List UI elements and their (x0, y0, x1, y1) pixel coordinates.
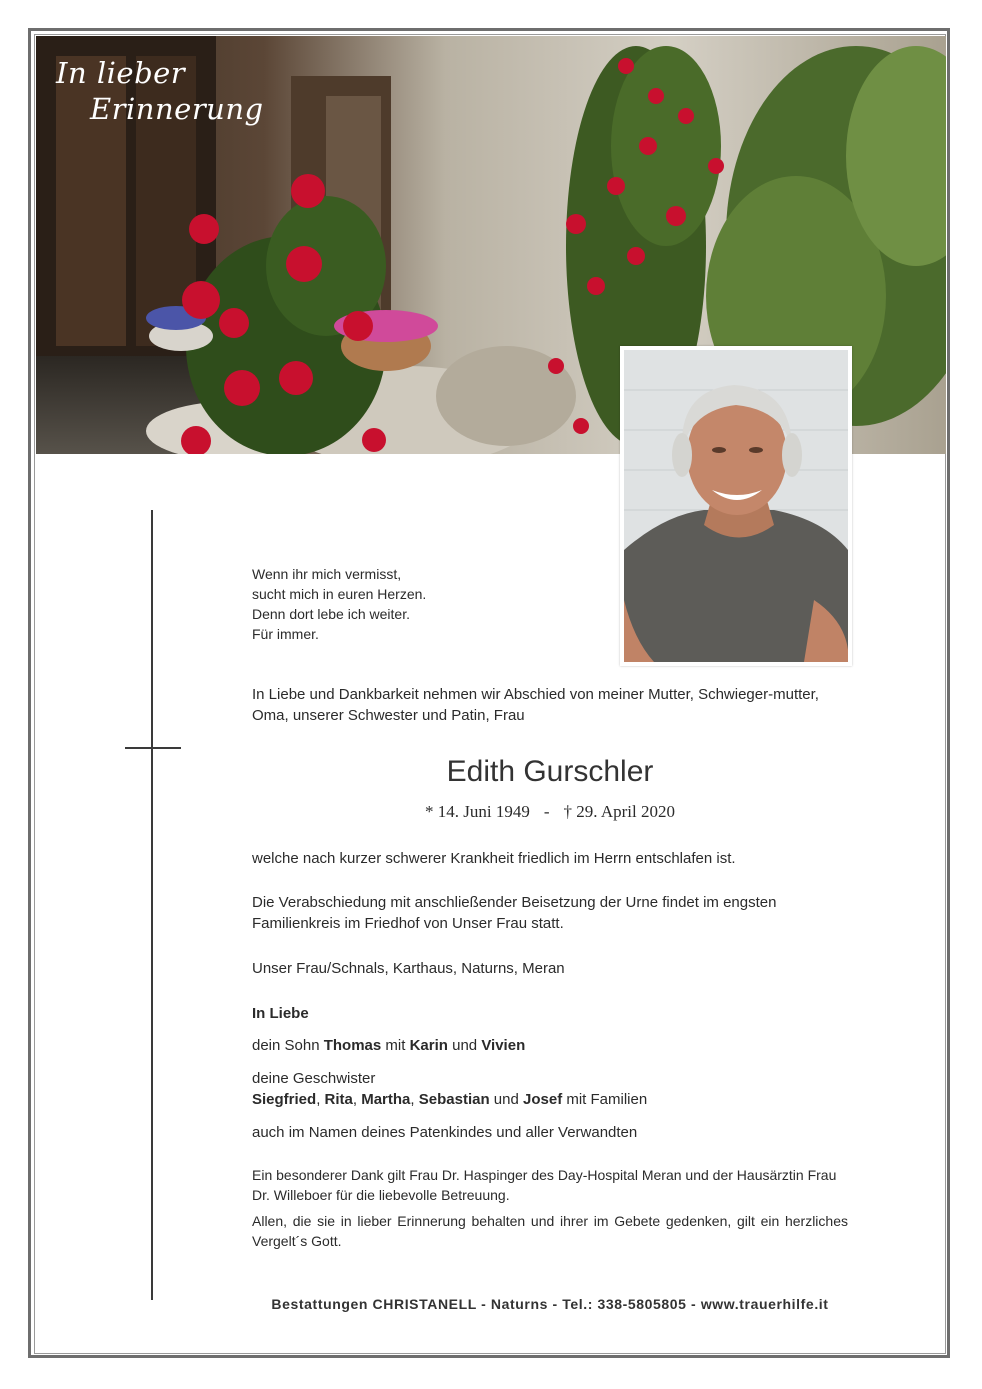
header-title-line2: Erinnerung (90, 92, 264, 126)
sibling-name: Rita (324, 1091, 353, 1108)
sibling-name: Martha (361, 1091, 411, 1108)
death-date: † 29. April 2020 (563, 802, 675, 821)
ceremony-text: Die Verabschiedung mit anschließender Beisetzung der Urne findet im engsten Familienkreis im Friedhof von Unser Frau statt. (252, 894, 777, 932)
mourners-son (252, 1035, 848, 1056)
header-title (56, 55, 264, 127)
siblings-names: Siegfried, Rita, Martha, Sebastian und Josef mit Familien (252, 1091, 648, 1108)
poem-line: sucht mich in euren Herzen. (252, 586, 427, 602)
siblings-and: und (493, 1091, 519, 1108)
siblings-label: deine Geschwister (252, 1070, 376, 1087)
son-mid: mit (385, 1037, 406, 1054)
sibling-name: Sebastian (418, 1091, 490, 1108)
deceased-name: Edith Gurschler (446, 755, 654, 788)
life-dates (252, 800, 848, 824)
poem (252, 564, 848, 644)
intro-text: In Liebe und Dankbarkeit nehmen wir Abschied von meiner Mutter, Schwieger-mutter, Oma, unserer Schwester und Patin, Frau (252, 686, 819, 724)
siblings-suffix: mit Familien (566, 1091, 648, 1108)
son-partner: Karin (409, 1037, 448, 1054)
date-separator: - (543, 802, 550, 821)
death-description: welche nach kurzer schwerer Krankheit friedlich im Herrn entschlafen ist. (252, 850, 736, 867)
son-and: und (452, 1037, 478, 1054)
poem-line: Denn dort lebe ich weiter. (252, 606, 410, 622)
son-name: Thomas (323, 1037, 382, 1054)
header-title-line1: In lieber (56, 56, 186, 90)
farewell-text: Allen, die sie in lieber Erinnerung behalten und ihrer im Gebete gedenken, gilt ein herzliches Vergelt´s Gott. (252, 1213, 848, 1249)
thanks-text: Ein besonderer Dank gilt Frau Dr. Haspinger des Day-Hospital Meran und der Hausärztin Frau Dr. Willeboer für die liebevolle Betreuung. (252, 1167, 837, 1203)
footer-funeral-home: Bestattungen CHRISTANELL - Naturns - Tel.: 338-5805805 - www.trauerhilfe.it (271, 1296, 829, 1312)
places-text: Unser Frau/Schnals, Karthaus, Naturns, Meran (252, 960, 565, 977)
cross-vertical-line (151, 510, 153, 1300)
sibling-name: Siegfried (252, 1091, 317, 1108)
relatives-text: auch im Namen deines Patenkindes und aller Verwandten (252, 1124, 638, 1141)
son-prefix: dein Sohn (252, 1037, 320, 1054)
son-child: Vivien (481, 1037, 526, 1054)
cross-horizontal-line (125, 747, 181, 749)
sibling-name: Josef (523, 1091, 563, 1108)
poem-line: Wenn ihr mich vermisst, (252, 566, 402, 582)
mourners-heading: In Liebe (252, 1005, 309, 1022)
birth-date: * 14. Juni 1949 (425, 802, 530, 821)
poem-line: Für immer. (252, 626, 319, 642)
